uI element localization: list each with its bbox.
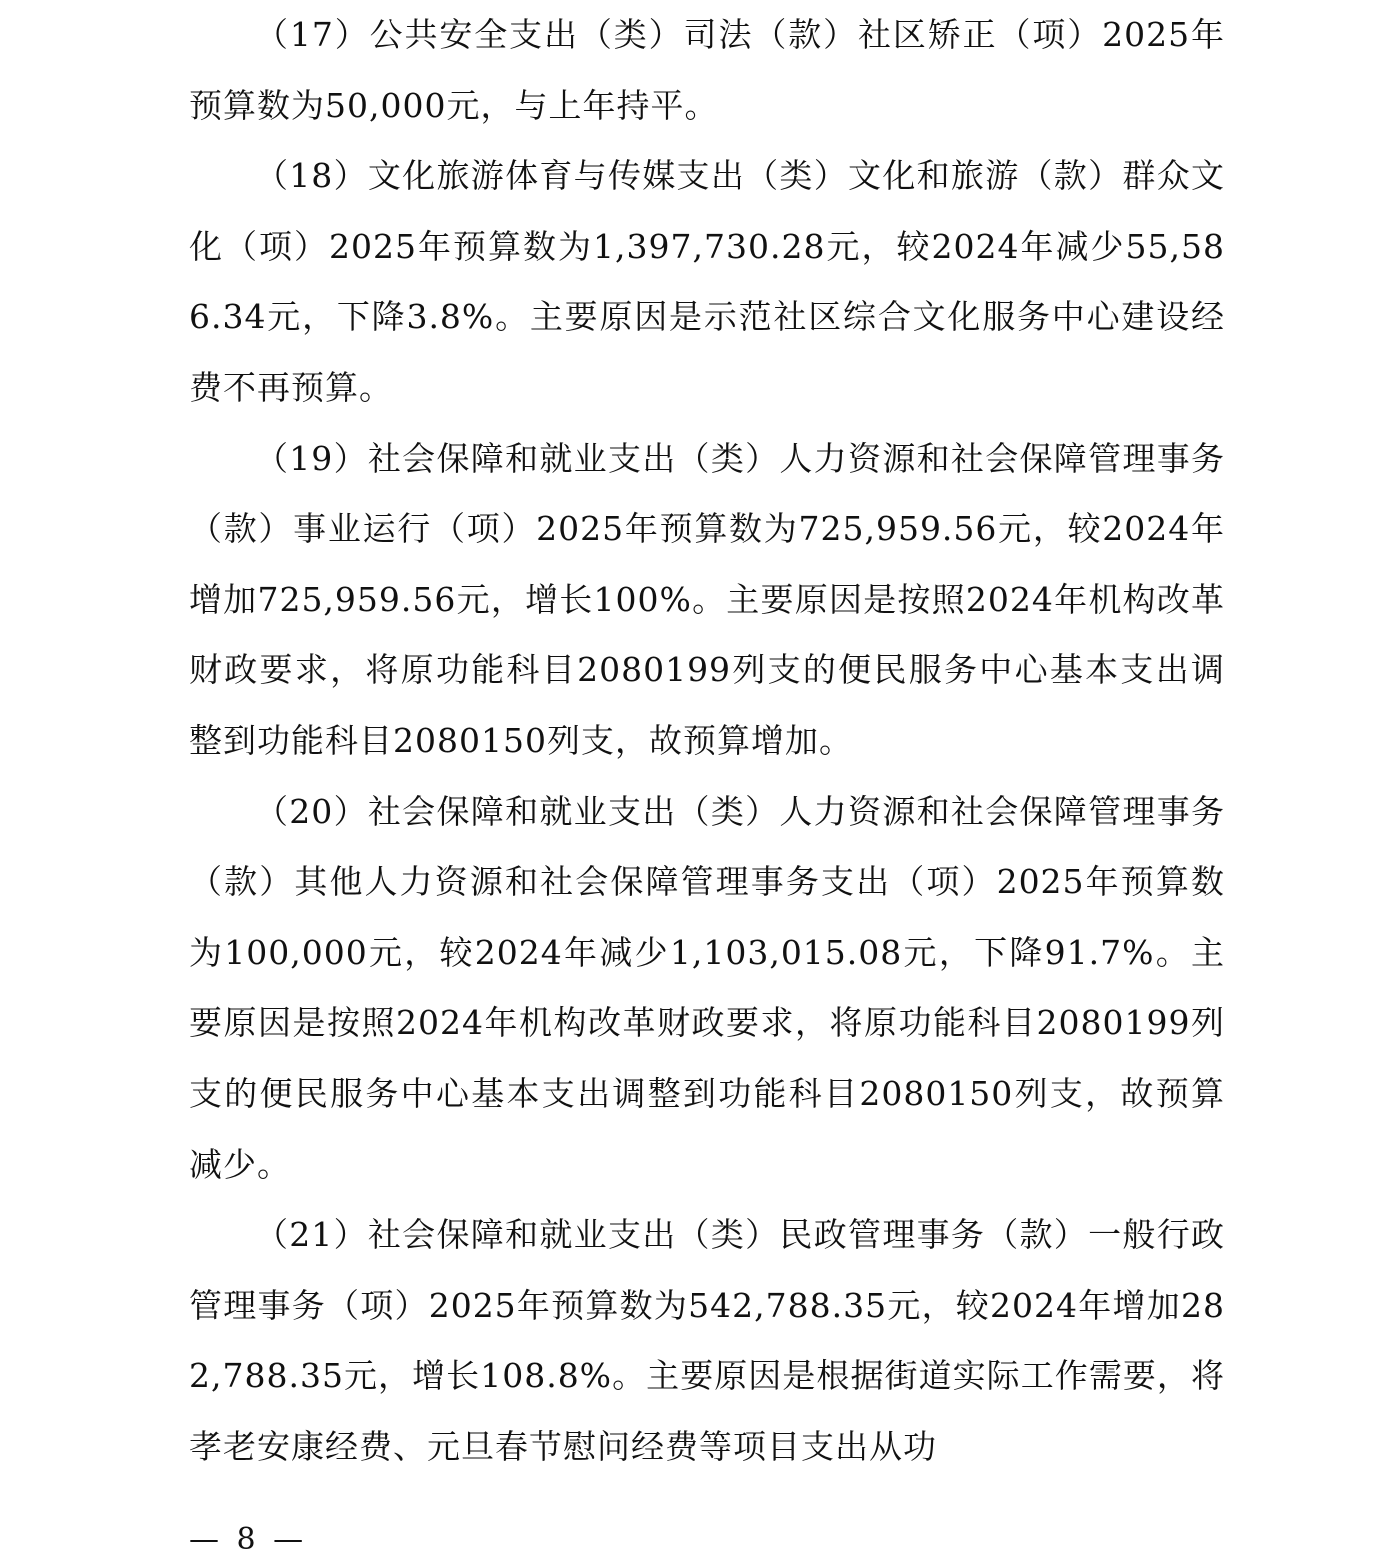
paragraph-19: （19）社会保障和就业支出（类）人力资源和社会保障管理事务（款）事业运行（项）2025年预算数为725,959.56元，较2024年增加725,959.56元，增长100%。主要原因是按照2024年机构改革财政要求，将原功能科目2080199列支的便民服务中心基本支出调整到功能科目2080150列支，故预算增加。 (189, 438, 1225, 760)
paragraph-20: （20）社会保障和就业支出（类）人力资源和社会保障管理事务（款）其他人力资源和社会保障管理事务支出（项）2025年预算数为100,000元，较2024年减少1,103,015.08元，下降91.7%。主要原因是按照2024年机构改革财政要求，将原功能科目2080199列支的便民服务中心基本支出调整到功能科目2080150列支，故预算减少。 (189, 791, 1225, 1184)
document-body (189, 0, 1225, 1482)
paragraph-17: （17）公共安全支出（类）司法（款）社区矫正（项）2025年预算数为50,000元，与上年持平。 (189, 15, 1225, 125)
paragraph-21: （21）社会保障和就业支出（类）民政管理事务（款）一般行政管理事务（项）2025年预算数为542,788.35元，较2024年增加282,788.35元，增长108.8%。主要原因是根据街道实际工作需要，将孝老安康经费、元旦春节慰问经费等项目支出从功 (189, 1215, 1225, 1466)
page-number: — 8 — (189, 1522, 308, 1557)
paragraph-18: （18）文化旅游体育与传媒支出（类）文化和旅游（款）群众文化（项）2025年预算数为1,397,730.28元，较2024年减少55,586.34元，下降3.8%。主要原因是示范社区综合文化服务中心建设经费不再预算。 (189, 156, 1225, 407)
